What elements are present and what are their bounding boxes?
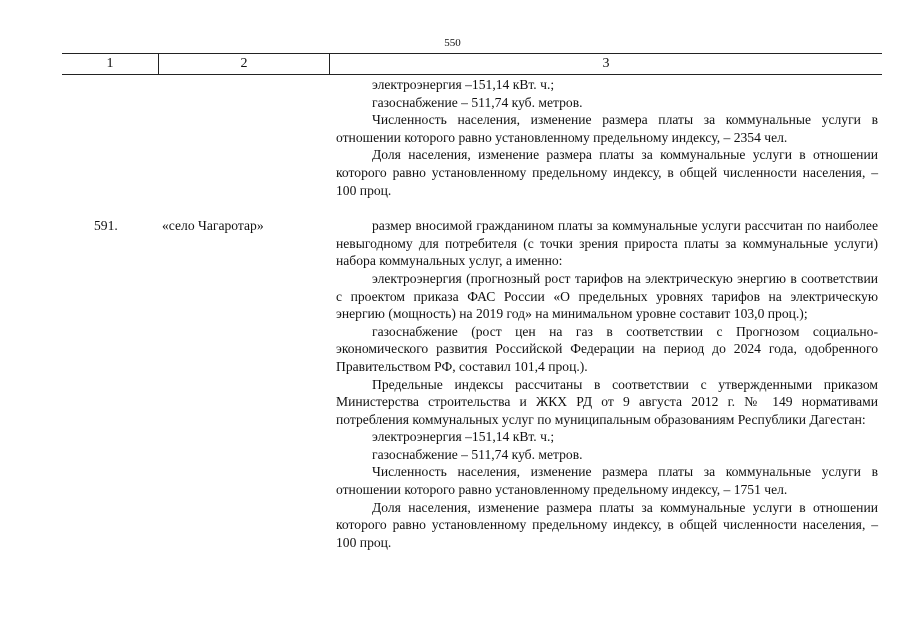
column-header-3: 3: [602, 56, 610, 71]
entry-electricity-line: электроэнергия –151,14 кВт. ч.;: [372, 429, 555, 445]
entry-population-paragraph: Численность населения, изменение размера платы за коммунальные услуги в отношении которого равно установленному предельному индексу, – 1751 чел.: [336, 464, 878, 498]
entry-electricity-tariff-paragraph: электроэнергия (прогнозный рост тарифов на электрическую энергию в соответствии с проектом приказа ФАС России «О предельных уровнях тарифов на электрическую энергию (мощность) на 2019 год» на минимальном уровне составит 103,0 проц.);: [336, 270, 878, 322]
prev-share-paragraph: Доля населения, изменение размера платы за коммунальные услуги в отношении которого равно установленному предельному индексу, в общей численности населения, – 100 проц.: [336, 147, 878, 198]
column-header-1: 1: [62, 54, 159, 74]
entry-share-paragraph: Доля населения, изменение размера платы за коммунальные услуги в отношении которого равно установленному предельному индексу, в общей численности населения, – 100 проц.: [336, 499, 878, 550]
table-content-column: [336, 76, 878, 551]
entry-intro-paragraph: размер вносимой гражданином платы за коммунальные услуги рассчитан по наиболее невыгодному для потребителя (с точки зрения прироста платы за коммунальные услуги) набора коммунальных услуг, а именно:: [336, 218, 878, 269]
entry-gas-price-paragraph: газоснабжение (рост цен на газ в соответствии с Прогнозом социально-экономического развития Российской Федерации на период до 2024 года, одобренного Правительством РФ, составил 101,4 проц.).: [336, 323, 878, 374]
page-number: 550: [444, 37, 461, 49]
entry-number: 591.: [94, 218, 118, 233]
column-header-2: 2: [159, 54, 330, 74]
entry-gas-line: газоснабжение – 511,74 куб. метров.: [372, 446, 583, 462]
prev-gas-line: газоснабжение – 511,74 куб. метров.: [372, 94, 583, 110]
table-header: [62, 53, 882, 75]
prev-population-paragraph: Численность населения, изменение размера платы за коммунальные услуги в отношении которого равно установленному предельному индексу, – 2354 чел.: [336, 112, 878, 145]
entry-indices-paragraph: Предельные индексы рассчитаны в соответствии с утвержденными приказом Министерства строительства и ЖКХ РД от 9 августа 2012 г. № 149 нормативами потребления коммунальных услуг по муниципальным образованиям Республики Дагестан:: [336, 376, 878, 427]
prev-electricity-line: электроэнергия –151,14 кВт. ч.;: [372, 77, 555, 92]
entry-name: «село Чагаротар»: [162, 218, 264, 233]
